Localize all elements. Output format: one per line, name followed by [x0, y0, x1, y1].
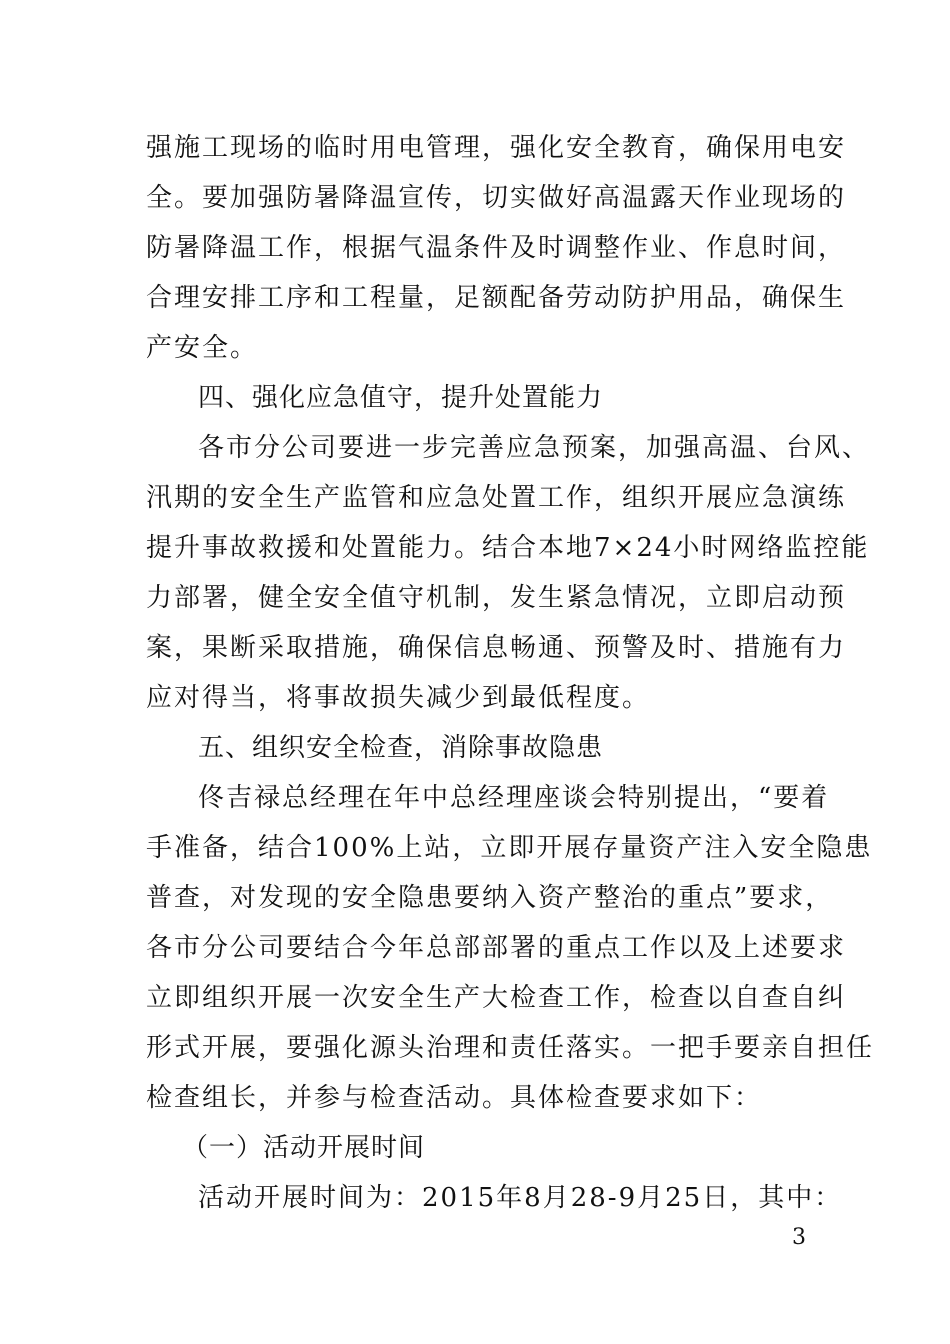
paragraph-line: 立即组织开展一次安全生产大检查工作，检查以自查自纠	[146, 983, 847, 1013]
paragraph-line: 佟吉禄总经理在年中总经理座谈会特别提出，“要着	[198, 783, 830, 813]
paragraph-line: 汛期的安全生产监管和应急处置工作，组织开展应急演练	[146, 483, 847, 513]
paragraph-line: 防暑降温工作，根据气温条件及时调整作业、作息时间，	[146, 233, 847, 263]
paragraph-line: 检查组长，并参与检查活动。具体检查要求如下：	[146, 1083, 763, 1113]
section-heading: 四、强化应急值守，提升处置能力	[198, 383, 604, 413]
paragraph-line: 普查，对发现的安全隐患要纳入资产整治的重点”要求，	[146, 883, 834, 913]
paragraph-line: 形式开展，要强化源头治理和责任落实。一把手要亲自担任	[146, 1033, 875, 1063]
paragraph-line: 案，果断采取措施，确保信息畅通、预警及时、措施有力	[146, 633, 847, 663]
paragraph-line: 提升事故救援和处置能力。结合本地7×24小时网络监控能	[146, 533, 870, 563]
paragraph-line: 活动开展时间为：2015年8月28-9月25日，其中：	[198, 1183, 843, 1213]
paragraph-line: 产安全。	[146, 333, 259, 363]
paragraph-line: 手准备，结合100%上站，立即开展存量资产注入安全隐患	[146, 833, 873, 863]
subsection-heading: （一）活动开展时间	[182, 1133, 426, 1163]
paragraph-line: 力部署，健全安全值守机制，发生紧急情况，立即启动预	[146, 583, 847, 613]
paragraph-line: 强施工现场的临时用电管理，强化安全教育，确保用电安	[146, 133, 847, 163]
section-heading: 五、组织安全检查，消除事故隐患	[198, 733, 604, 763]
paragraph-line: 各市分公司要结合今年总部部署的重点工作以及上述要求	[146, 933, 847, 963]
page-number: 3	[792, 1225, 806, 1250]
paragraph-line: 应对得当，将事故损失减少到最低程度。	[146, 683, 651, 713]
paragraph-line: 合理安排工序和工程量，足额配备劳动防护用品，确保生	[146, 283, 847, 313]
paragraph-line: 全。要加强防暑降温宣传，切实做好高温露天作业现场的	[146, 183, 847, 213]
paragraph-line: 各市分公司要进一步完善应急预案，加强高温、台风、	[198, 433, 871, 463]
